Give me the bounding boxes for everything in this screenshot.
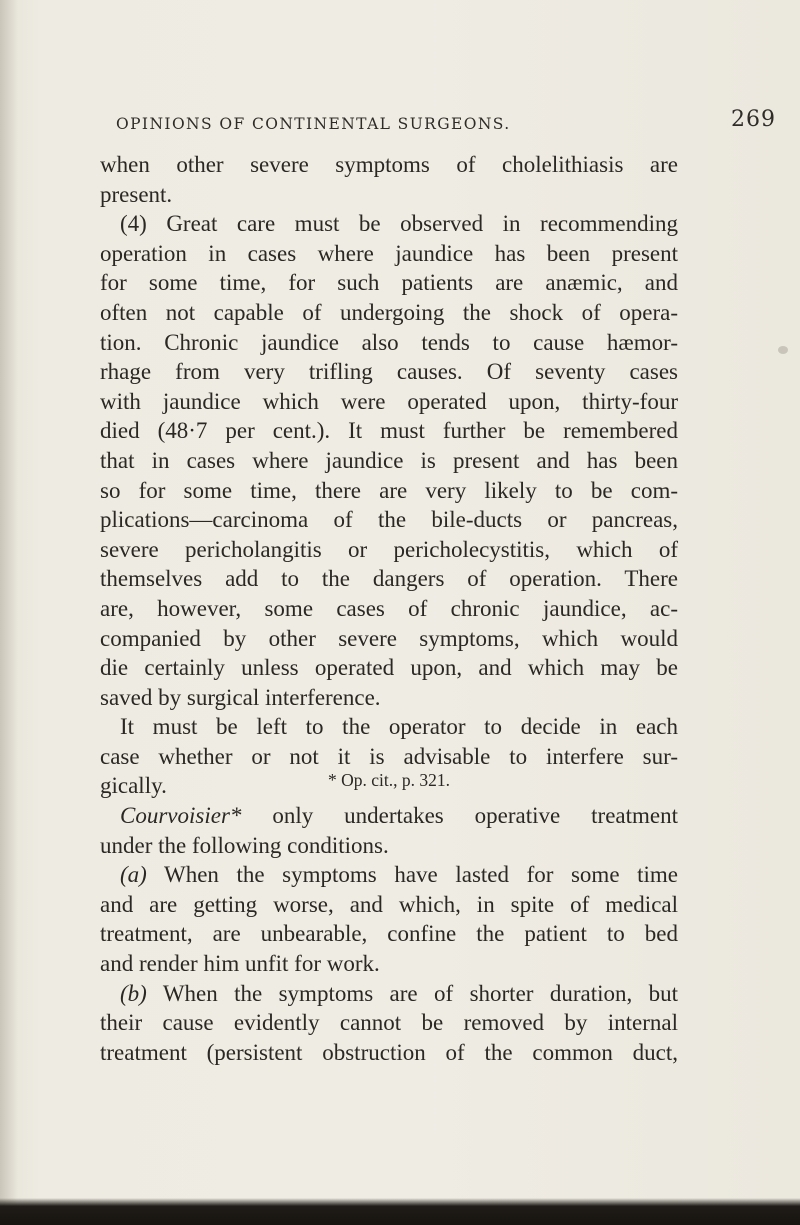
text-line: operation in cases where jaundice has been present [100,240,678,266]
page-bottom-edge [0,1198,800,1225]
running-title: OPINIONS OF CONTINENTAL SURGEONS. [116,115,511,133]
text-line: case whether or not it is advisable to interfere sur- [100,743,678,769]
text-line-item-b [100,979,678,1009]
ink-smudge [778,346,788,354]
page-number: 269 [731,107,776,132]
text-fragment: When the symptoms are of shorter duration, but [162,980,678,1006]
text-line: that in cases where jaundice is present and has been [100,447,678,473]
page-gutter-shadow [0,0,18,1225]
text-fragment: When the symptoms have lasted for some time [164,862,678,888]
text-line: tion. Chronic jaundice also tends to cause hæmor- [100,329,678,355]
text-line: died (48·7 per cent.). It must further be remembered [100,418,678,444]
item-b-marker: (b) [120,980,147,1006]
text-line: die certainly unless operated upon, and which may be [100,655,678,681]
text-line: under the following conditions. [100,832,389,858]
text-line: (4) Great care must be observed in recommending [120,211,678,237]
text-line: and are getting worse, and which, in spite of medical [100,891,678,917]
text-line: their cause evidently cannot be removed by internal [100,1010,678,1036]
text-line: rhage from very trifling causes. Of seventy cases [100,359,678,385]
text-line: for some time, for such patients are anæmic, and [100,270,678,296]
text-line-courvoisier [100,801,678,831]
text-line: themselves add to the dangers of operation. There [100,566,678,592]
text-line: when other severe symptoms of cholelithiasis are [100,152,678,177]
text-line: are, however, some cases of chronic jaundice, ac- [100,595,678,621]
text-line: treatment, are unbearable, confine the patient to bed [100,921,678,947]
text-line: often not capable of undergoing the shock of opera- [100,299,678,325]
author-name: Courvoisier* [120,803,242,829]
text-line: present. [100,181,173,207]
text-line: severe pericholangitis or pericholecystitis, which of [100,536,678,562]
text-line: companied by other severe symptoms, which would [100,625,678,651]
text-line: plications—carcinoma of the bile-ducts or pancreas, [100,507,678,533]
footnote: * Op. cit., p. 321. [327,770,450,790]
item-a-marker: (a) [120,862,147,888]
text-line: treatment (persistent obstruction of the common duct, [100,1039,678,1065]
text-line: gically. [100,773,167,799]
text-fragment: only undertakes operative treatment [272,803,678,829]
text-line: It must be left to the operator to decide in each [120,714,678,740]
running-head [100,107,780,139]
text-line: with jaundice which were operated upon, thirty-four [100,388,678,414]
text-line: saved by surgical interference. [100,684,381,710]
text-line: so for some time, there are very likely to be com- [100,477,678,503]
text-line: and render him unfit for work. [100,951,380,977]
text-line-item-a [100,860,678,890]
body-text [100,150,678,1067]
